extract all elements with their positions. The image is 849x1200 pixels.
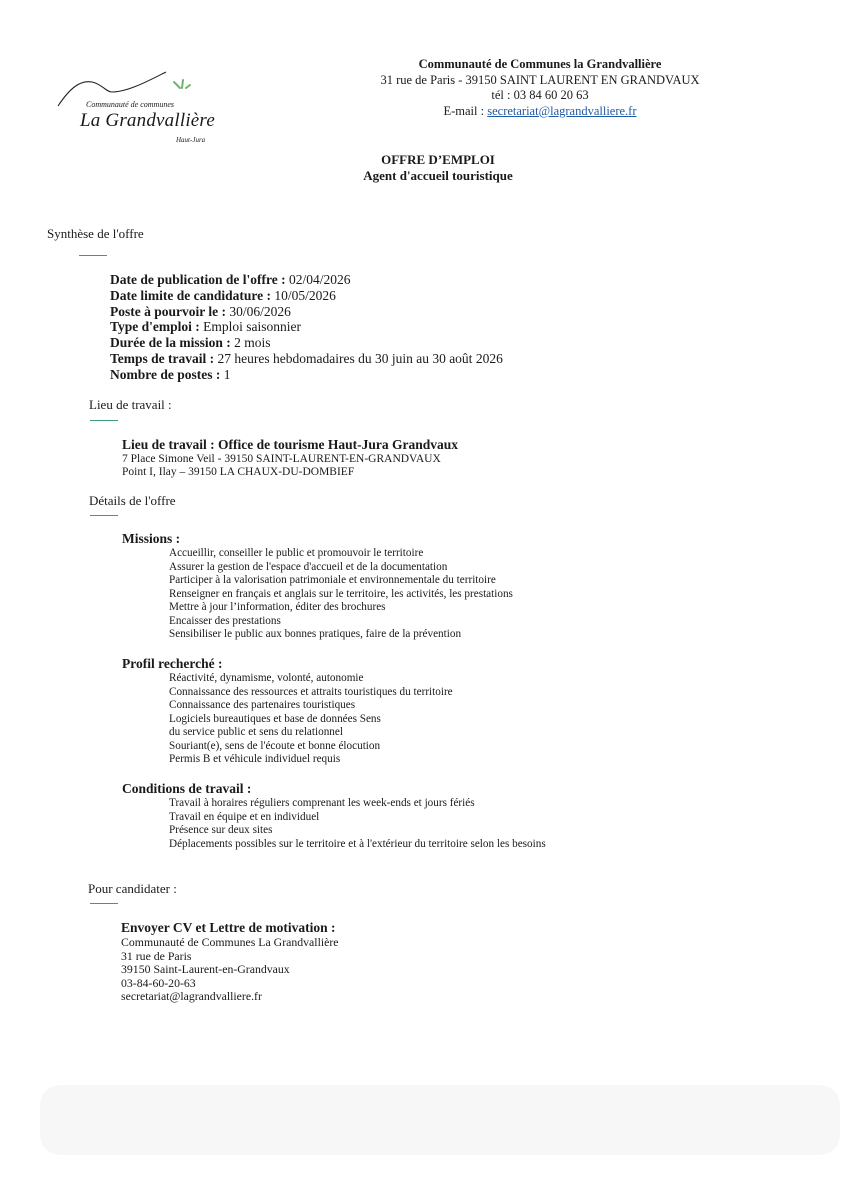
list-item: Connaissance des partenaires touristiques (169, 699, 356, 711)
profil-title: Profil recherché : (122, 656, 223, 671)
organization-email-line (340, 104, 740, 120)
organization-name: Communauté de Communes la Grandvallière (418, 57, 662, 71)
list-item: Permis B et véhicule individuel requis (169, 753, 341, 765)
application-block (121, 920, 339, 1004)
offer-title: OFFRE D’EMPLOI (381, 152, 495, 167)
list-item: Travail à horaires réguliers comprenant les week-ends et jours fériés (169, 797, 475, 809)
list-item: Sensibiliser le public aux bonnes pratiques, faire de la prévention (169, 628, 462, 640)
details-divider (90, 515, 118, 516)
offer-title-block (338, 152, 538, 184)
lieu-heading: Lieu de travail : (89, 397, 172, 412)
lieu-divider (90, 420, 118, 421)
email-link[interactable]: secretariat@lagrandvalliere.fr (487, 103, 637, 118)
missions-list (169, 547, 513, 642)
contact-email[interactable]: secretariat@lagrandvalliere.fr (121, 989, 262, 1003)
list-item: Mettre à jour l’information, éditer des brochures (169, 601, 386, 613)
list-item: Travail en équipe et en individuel (169, 810, 320, 823)
workplace-block (122, 437, 458, 479)
summary-row: Type d'emploi : Emploi saisonnier (110, 319, 302, 335)
summary-row: Poste à pourvoir le : 30/06/2026 (110, 303, 291, 319)
application-title: Envoyer CV et Lettre de motivation : (121, 920, 336, 935)
workplace-address-1: 7 Place Simone Veil - 39150 SAINT-LAURENT-EN-GRANDVAUX (122, 453, 441, 465)
list-item: Logiciels bureautiques et base de données Sens (169, 712, 381, 725)
job-title: Agent d'accueil touristique (363, 168, 513, 183)
contact-line: 31 rue de Paris (121, 948, 192, 963)
offer-summary (110, 272, 503, 383)
summary-row: Date de publication de l'offre : 02/04/2026 (110, 272, 351, 287)
synthese-divider (79, 255, 107, 256)
logo-subtitle: Haut-Jura (176, 136, 206, 144)
list-item: Encaisser des prestations (169, 614, 281, 627)
conditions-list (169, 797, 546, 851)
missions-title: Missions : (122, 531, 181, 546)
contact-line: 39150 Saint-Laurent-en-Grandvaux (121, 962, 290, 976)
synthese-heading: Synthèse de l'offre (47, 226, 144, 241)
logo-small-text: Communauté de communes (86, 100, 174, 109)
summary-row: Nombre de postes : 1 (110, 366, 231, 382)
list-item: Renseigner en français et anglais sur le territoire, les activités, les prestations (169, 587, 513, 600)
summary-row: Durée de la mission : 2 mois (110, 335, 271, 351)
list-item: Souriant(e), sens de l'écoute et bonne élocution (169, 739, 381, 752)
list-item: Déplacements possibles sur le territoire et à l'extérieur du territoire selon les besoins (169, 837, 546, 850)
contact-line: Communauté de Communes La Grandvallière (121, 935, 339, 949)
workplace-title: Lieu de travail : Office de tourisme Haut-Jura Grandvaux (122, 437, 458, 452)
list-item: Assurer la gestion de l'espace d'accueil et de la documentation (169, 560, 448, 573)
organization-address: 31 rue de Paris - 39150 SAINT LAURENT EN GRANDVAUX (380, 72, 700, 87)
candidature-divider (90, 903, 118, 904)
list-item: du service public et sens du relationnel (169, 726, 343, 738)
list-item: Connaissance des ressources et attraits touristiques du territoire (169, 685, 453, 698)
summary-row: Date limite de candidature : 10/05/2026 (110, 287, 336, 303)
logo-name: La Grandvallière (80, 110, 215, 131)
profil-list (169, 672, 453, 767)
list-item: Présence sur deux sites (169, 824, 273, 836)
workplace-address-2: Point I, Ilay – 39150 LA CHAUX-DU-DOMBIEF (122, 466, 355, 478)
organization-header (340, 57, 740, 119)
organization-logo (50, 68, 240, 153)
scan-shadow (40, 1085, 840, 1155)
list-item: Réactivité, dynamisme, volonté, autonomie (169, 672, 364, 684)
list-item: Accueillir, conseiller le public et promouvoir le territoire (169, 547, 424, 559)
contact-line: 03-84-60-20-63 (121, 975, 196, 990)
email-label: E-mail : (443, 103, 488, 118)
candidature-heading: Pour candidater : (88, 881, 177, 896)
list-item: Participer à la valorisation patrimoniale et environnementale du territoire (169, 574, 496, 586)
details-heading: Détails de l'offre (89, 493, 176, 508)
summary-row: Temps de travail : 27 heures hebdomadaires du 30 juin au 30 août 2026 (110, 350, 503, 366)
organization-phone: tél : 03 84 60 20 63 (491, 88, 589, 102)
conditions-title: Conditions de travail : (122, 781, 252, 796)
